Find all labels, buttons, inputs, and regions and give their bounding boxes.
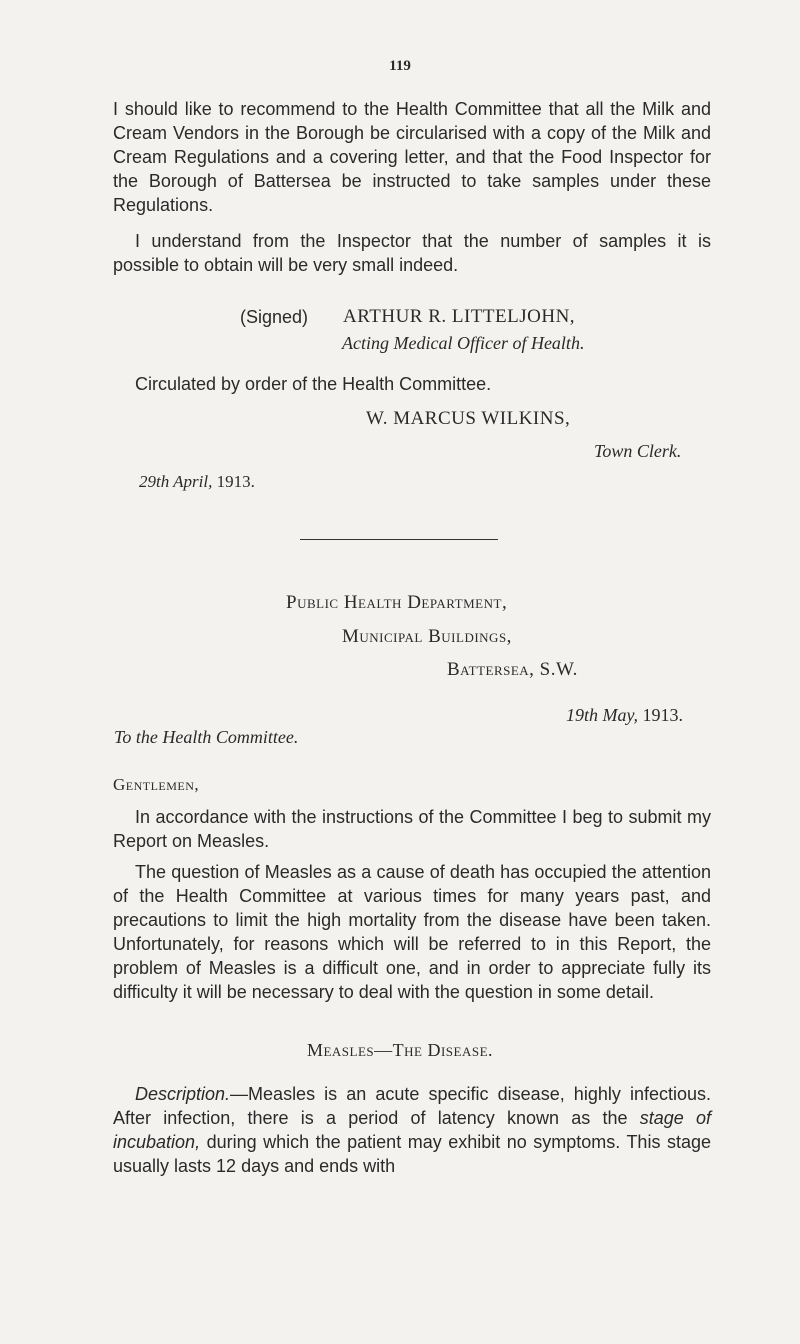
addressee: To the Health Committee. xyxy=(114,727,299,747)
signed-label: (Signed) xyxy=(240,307,309,327)
report-date-year: 1913. xyxy=(642,705,683,725)
clerk-title: Town Clerk. xyxy=(594,441,682,461)
incubation-term: stage of incubation, xyxy=(113,1108,712,1152)
circulation-note: Circulated by order of the Health Committee. xyxy=(135,374,492,394)
page-number: 119 xyxy=(389,58,411,74)
description-text-1: —Measles is an acute specific disease, highly infectious. After infection, there is a period of latency known as the xyxy=(113,1084,711,1128)
description-paragraph xyxy=(113,1082,711,1178)
report-intro-paragraph: In accordance with the instructions of the Committee I beg to submit my Report on Measles. xyxy=(113,807,711,851)
signatory-title: Acting Medical Officer of Health. xyxy=(342,333,585,353)
circulation-date-day: 29th April, xyxy=(139,472,213,491)
section-divider xyxy=(300,539,498,540)
circulation-date-year: 1913. xyxy=(216,472,255,491)
salutation: Gentlemen, xyxy=(113,775,200,794)
recommendation-paragraph: I should like to recommend to the Health Committee that all the Milk and Cream Vendors in the Borough be circularised with a copy of the Milk and Cream Regulations and a covering letter, and that the Food Inspector for the Borough of Battersea be instructed to take samples under these Regulations. xyxy=(113,99,711,215)
report-date xyxy=(566,705,683,726)
address-line-2: Municipal Buildings, xyxy=(342,626,512,647)
samples-paragraph: I understand from the Inspector that the number of samples it is possible to obtain will be very small indeed. xyxy=(113,231,711,275)
description-text-2: during which the patient may exhibit no symptoms. This stage usually lasts 12 days and ends with xyxy=(113,1132,711,1176)
description-label: Description. xyxy=(135,1084,231,1104)
clerk-name: W. MARCUS WILKINS, xyxy=(366,408,571,429)
signatory-name: ARTHUR R. LITTELJOHN, xyxy=(343,306,576,327)
circulation-date xyxy=(139,472,255,492)
report-date-day: 19th May, xyxy=(566,705,638,725)
address-line-3: Battersea, S.W. xyxy=(447,659,578,680)
measles-question-paragraph: The question of Measles as a cause of death has occupied the attention of the Health Committee at various times for many years past, and precautions to limit the high mortality from the disease have been taken. Unfortunately, for reasons which will be referred to in this Report, the problem of Measles is a difficult one, and in order to appreciate fully its difficulty it will be necessary to deal with the question in some detail. xyxy=(113,862,711,1002)
address-line-1: Public Health Department, xyxy=(286,592,508,613)
section-heading: Measles—The Disease. xyxy=(306,1040,494,1060)
